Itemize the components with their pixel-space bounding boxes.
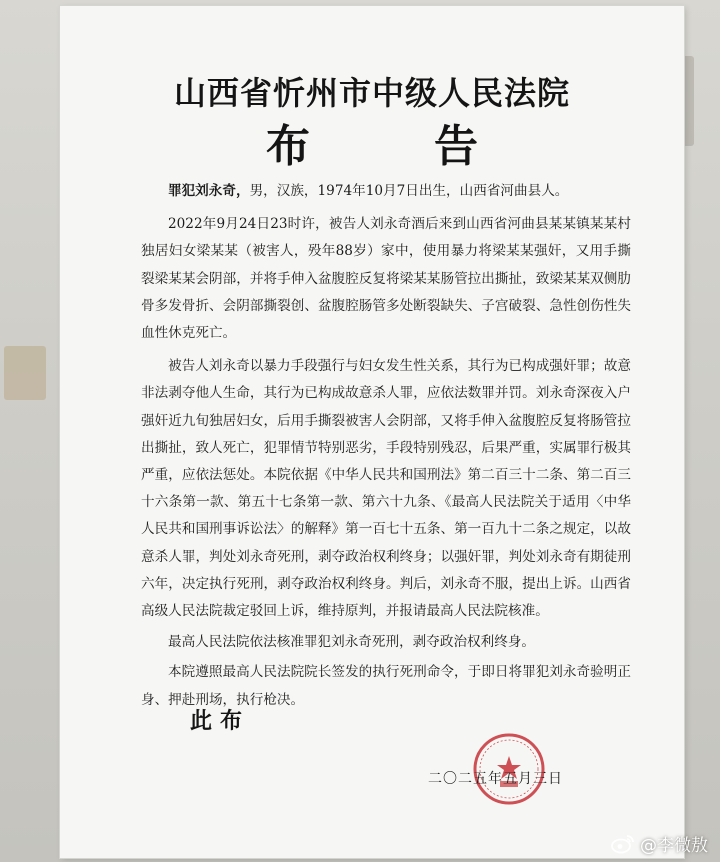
notice-body xyxy=(141,178,631,717)
court-name: 山西省忻州市中级人民法院 xyxy=(173,74,570,112)
notice-date: 二〇二五年五月三日 xyxy=(428,771,563,787)
watermark-text: @李微敖 xyxy=(640,836,708,856)
notice-sheet xyxy=(60,6,684,858)
watermark xyxy=(611,831,708,856)
paragraph-criminal xyxy=(141,178,631,205)
paragraph-facts: 2022年9月24日23时许，被告人刘永奇酒后来到山西省河曲县某某镇某某村独居妇女梁某某（被害人，殁年88岁）家中，使用暴力将梁某某强奸，又用手撕裂梁某某会阴部，并将手伸入盆腹腔反复将梁某某肠管拉出撕扯，致梁某某双侧肋骨多发骨折、会阴部撕裂创、盆腹腔肠管多处断裂缺失、子宫破裂、急性创伤性失血性休克死亡。 xyxy=(141,216,631,342)
document-type: 布 告 xyxy=(266,121,518,172)
criminal-info: 男，汉族，1974年10月7日出生，山西省河曲县人。 xyxy=(249,183,569,199)
wall-stain xyxy=(4,346,46,400)
closing-text: 此布 xyxy=(190,709,251,734)
criminal-name: 罪犯刘永奇， xyxy=(168,183,250,199)
paragraph-approval: 最高人民法院依法核准罪犯刘永奇死刑，剥夺政治权利终身。 xyxy=(168,634,536,651)
paragraph-execution: 本院遵照最高人民法院院长签发的执行死刑命令，于即日将罪犯刘永奇验明正身、押赴刑场，执行枪决。 xyxy=(141,664,631,708)
weibo-icon xyxy=(611,834,635,854)
paragraph-judgment: 被告人刘永奇以暴力手段强行与妇女发生性关系，其行为已构成强奸罪；故意非法剥夺他人生命，其行为已构成故意杀人罪，应依法数罪并罚。刘永奇深夜入户强奸近九旬独居妇女，后用手撕裂被害人会阴部，又将手伸入盆腹腔反复将肠管拉出撕扯，致人死亡，犯罪情节特别恶劣，手段特别残忍，后果严重，实属罪行极其严重，应依法惩处。本院依据《中华人民共和国刑法》第二百三十二条、第二百三十六条第一款、第五十七条第一款、第六十九条、《最高人民法院关于适用〈中华人民共和国刑事诉讼法〉的解释》第一百七十五条、第一百九十二条之规定，以故意杀人罪，判处刘永奇死刑，剥夺政治权利终身；以强奸罪，判处刘永奇有期徒刑六年，决定执行死刑，剥夺政治权利终身。判后，刘永奇不服，提出上诉。山西省高级人民法院裁定驳回上诉，维持原判，并报请最高人民法院核准。 xyxy=(141,358,631,620)
